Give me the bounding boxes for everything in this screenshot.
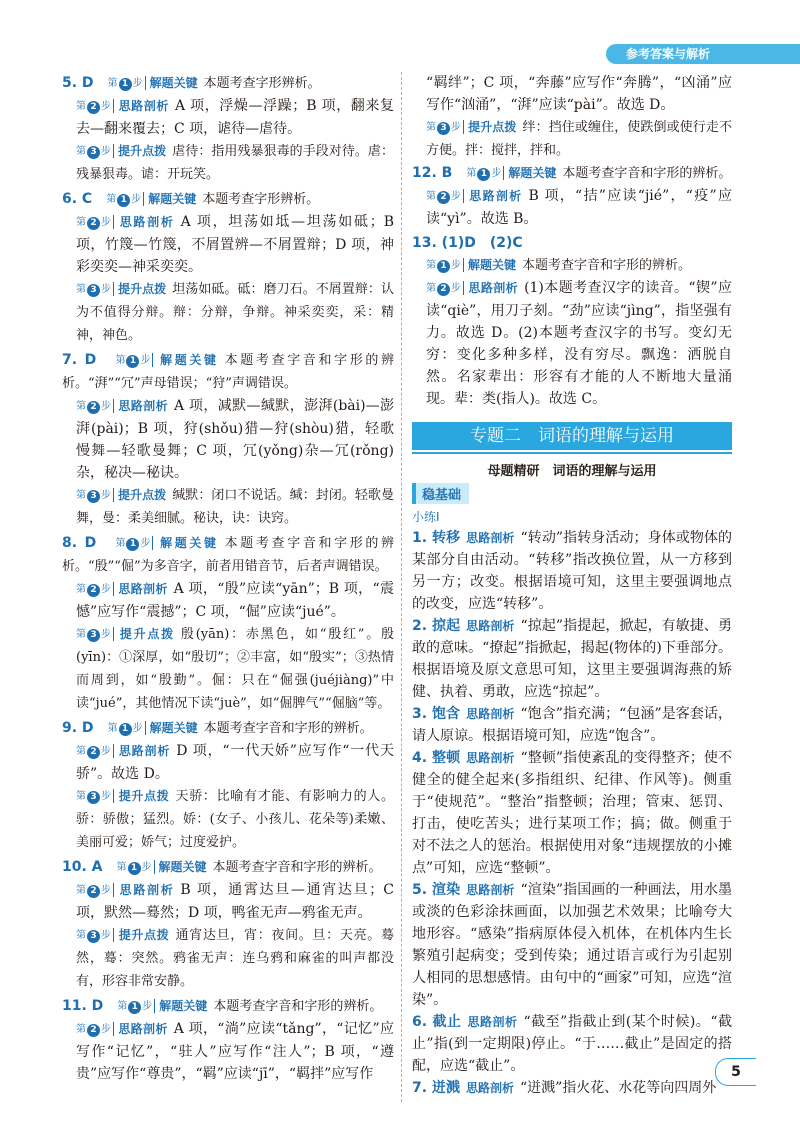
answer-12: 12. B 第 1 步 解题关键 本题考查字音和字形的辨析。 第 2 步 思路剖析 B 项，“拮”应读“jié”，“疫”应读“yì”。故选 B。	[412, 165, 732, 227]
column-divider	[401, 72, 402, 1102]
list-item: 7. 迸溅 思路剖析 “迸溅”指火花、水花等向四周外	[412, 1080, 717, 1096]
word-answer-list	[412, 527, 732, 1099]
level-badge: 稳基础	[412, 483, 469, 504]
answer-10: 10. A 第 1 步 解题关键 本题考查字音和字形的辨析。 第 2 步 思路剖析 B 项，通霄达旦—通宵达旦；C 项，默然—蓦然；D 项，鸭雀无声—鸦雀无声。 第 3 步 提升点拨 通宵达旦，宵：夜间。旦：天亮。蓦然，蓦：突然。鸦雀无声：连乌鸦和麻雀的叫声都没有，形容非常安静。	[62, 859, 394, 989]
exercise-label: 小练Ⅰ	[412, 510, 440, 524]
list-item: 1. 转移 思路剖析 “转动”指转身活动；身体或物体的某部分自由活动。“转移”指改换位置，从一方移到另一方；改变。根据语境可知，这里主要强调地点的改变，应选“转移”。	[412, 530, 732, 612]
answer-9: 9. D 第 1 步 解题关键 本题考查字音和字形的辨析。 第 2 步 思路剖析 D 项，“一代天娇”应写作“一代天骄”。故选 D。 第 3 步 提升点拨 天骄：比喻有才能、有影响力的人。骄：骄傲；猛烈。娇：(女子、小孩儿、花朵等)柔嫩、美丽可爱；娇气；过度爱护。	[62, 720, 394, 850]
answer-7: 7. D 第 1 步 解题关键 本题考查字音和字形的辨析。“湃”“冗”声母错误；“狩”声调错误。 第 2 步 思路剖析 A 项，减默—缄默，澎湃(bài)—澎湃(pài)；B 项，狩(shǒu)猎—狩(shòu)猎，轻歌慢舞—轻歌曼舞；C 项，冗(yǒng)杂—冗(rǒng)杂，秘决—秘诀。 第 3 步 提升点拨 缄默：闭口不说话。缄：封闭。轻歌曼舞，曼：柔美细腻。秘诀，诀：诀窍。	[62, 352, 394, 526]
header-bar-ext	[730, 44, 800, 64]
step-badge: 第 1 步	[107, 78, 143, 89]
list-item: 4. 整顿 思路剖析 “整顿”指使紊乱的变得整齐；使不健全的健全起来(多指组织、纪律、作风等)。侧重于“使规范”。“整治”指整顿；治理；管束、惩罚、打击，使吃苦头；进行某项工作；搞；做。侧重于对不法之人的惩治。根据使用对象“违规摆放的小摊点”可知，应选“整顿”。	[412, 750, 732, 876]
answer-6: 6. C 第 1 步 解题关键 本题考查字形辨析。 第 2 步 思路剖析 A 项，坦荡如坻—坦荡如砥；B 项，竹篾—竹篾，不屑置辨—不屑置辩；D 项，神彩奕奕—神采奕奕。 第 3 步 提升点拨 坦荡如砥。砥：磨刀石。不屑置辩：认为不值得分辩。辩：分辩，争辩。神采奕奕，采：精神，神色。	[62, 191, 394, 343]
answer-11: 11. D 第 1 步 解题关键 本题考查字音和字形的辨析。 第 2 步 思路剖析 A 项，“淌”应读“tǎng”，“记忆”应写作“记忆”，“驻人”应写作“注人”；B 项，“遵贵”应写作“尊贵”，“羁”应读“jī”，“羁拌”应写作	[62, 998, 394, 1082]
list-item: 5. 渲染 思路剖析 “渲染”指国画的一种画法，用水墨或淡的色彩涂抹画面，以加强艺术效果；比喻夸大地形容。“感染”指病原体侵入机体，在机体内生长繁殖引起病变；受到传染；通过语言或行为引起别人相同的思想感情。由句中的“画家”可知，应选“渲染”。	[412, 882, 732, 1008]
right-column: “羁绊”；C 项，“奔藤”应写作“奔腾”，“凶涌”应写作“汹涌”，“湃”应读“pài”。故选 D。 第 3 步 提升点拨 绊：挡住或缠住，使跌倒或使行走不方便。拌：搅拌，拌和。 12. B 第 1 步 解题关键 本题考查字音和字形的辨析。 第 2 步 思路剖析 B 项，“拮”应读“jié”，“疫”应读“yì”。故选 B。 13. (1)D (2)C 第 1 步 解题关键 本题考查字音和字形的辨析。 第 2 步 思路剖析 (1)本题考查汉字的读音。“锲”应读“qiè”，用刀子刻。“劲”应读“jìng”，指坚强有力。故选 D。(2)本题考查汉字的书写。变幻无穷：变化多种多样，没有穷尽。飘逸：洒脱自然。名家辈出：形容有才能的人不断地大量涌现。辈：类(指人)。故选 C。 专题二 词语的理解与运用 母题精研 词语的理解与运用 稳基础 小练Ⅰ 1. 转移 思路剖析 “转动”指转身活动；身体或物体的某部分自由活动。“转移”指改换位置，从一方移到另一方；改变。根据语境可知，这里主要强调地点的改变，应选“转移”。 2. 掠起 思路剖析 “掠起”指提起，掀起，有敏捷、勇敢的意味。“撩起”指掀起，揭起(物体的)下垂部分。根据语境及原文意思可知，这里主要强调海燕的矫健、执着、勇敢，应选“掠起”。 3. 饱含 思路剖析 “饱含”指充满；“包涵”是客套话，请人原谅。根据语境可知，应选“饱含”。 4. 整顿 思路剖析 “整顿”指使紊乱的变得整齐；使不健全的健全起来(多指组织、纪律、作风等)。侧重于“使规范”。“整治”指整顿；治理；管束、惩罚、打击，使吃苦头；进行某项工作；搞；做。侧重于对不法之人的惩治。根据使用对象“违规摆放的小摊点”可知，应选“整顿”。 5. 渲染 思路剖析 “渲染”指国画的一种画法，用水墨或淡的色彩涂抹画面，以加强艺术效果；比喻夸大地形容。“感染”指病原体侵入机体，在机体内生长繁殖引起病变；受到传染；通过语言或行为引起别人相同的思想感情。由句中的“画家”可知，应选“渲染”。 6. 截止 思路剖析 “截至”指截止到(某个时候)。“截止”指(到一定期限)停止。“于……截止”是固定的搭配，应选“截止”。 7. 迸溅 思路剖析 “迸溅”指火花、水花等向四周外	[412, 72, 732, 1099]
section-title: 专题二 词语的理解与运用	[412, 422, 732, 450]
page-number: 5	[715, 1058, 756, 1086]
answer-11-cont: “羁绊”；C 项，“奔藤”应写作“奔腾”，“凶涌”应写作“汹涌”，“湃”应读“pài”。故选 D。	[426, 75, 732, 113]
header-label: 参考答案与解析	[606, 44, 730, 64]
left-column	[62, 72, 394, 1087]
list-item: 6. 截止 思路剖析 “截至”指截止到(某个时候)。“截止”指(到一定期限)停止。“于……截止”是固定的搭配，应选“截止”。	[412, 1014, 732, 1074]
answer-5: 5. D 第 1 步 解题关键 本题考查字形辨析。 第 2 步 思路剖析 A 项，浮燥—浮躁；B 项，翻来复去—翻来覆去；C 项，谑待—虐待。 第 3 步 提升点拨 虐待：指用残暴狠毒的手段对待。虐：残暴狠毒。谑：开玩笑。	[62, 75, 394, 182]
answer-13: 13. (1)D (2)C 第 1 步 解题关键 本题考查字音和字形的辨析。 第 2 步 思路剖析 (1)本题考查汉字的读音。“锲”应读“qiè”，用刀子刻。“劲”应读“jìng”，指坚强有力。故选 D。(2)本题考查汉字的书写。变幻无穷：变化多种多样，没有穷尽。飘逸：洒脱自然。名家辈出：形容有才能的人不断地大量涌现。辈：类(指人)。故选 C。	[412, 235, 732, 407]
answer-8: 8. D 第 1 步 解题关键 本题考查字音和字形的辨析。“殷”“倔”为多音字，前者用错音节，后者声调错误。 第 2 步 思路剖析 A 项，“殷”应读“yān”；B 项，“震憾”应写作“震撼”；C 项，“倔”应读“jué”。 第 3 步 提升点拨 殷(yān)：赤黑色，如“殷红”。殷(yīn)：①深厚，如“殷切”；②丰富，如“殷实”；③热情而周到，如“殷勤”。倔：只在“倔强(juéjiàng)”中读“jué”，其他情况下读“juè”，如“倔脾气”“倔脑”等。	[62, 535, 394, 711]
list-item: 3. 饱含 思路剖析 “饱含”指充满；“包涵”是客套话，请人原谅。根据语境可知，应选“饱含”。	[412, 706, 732, 744]
list-item: 2. 掠起 思路剖析 “掠起”指提起，掀起，有敏捷、勇敢的意味。“撩起”指掀起，揭起(物体的)下垂部分。根据语境及原文意思可知，这里主要强调海燕的矫健、执着、勇敢，应选“掠起”。	[412, 618, 732, 700]
subtitle: 母题精研 词语的理解与运用	[487, 464, 657, 479]
